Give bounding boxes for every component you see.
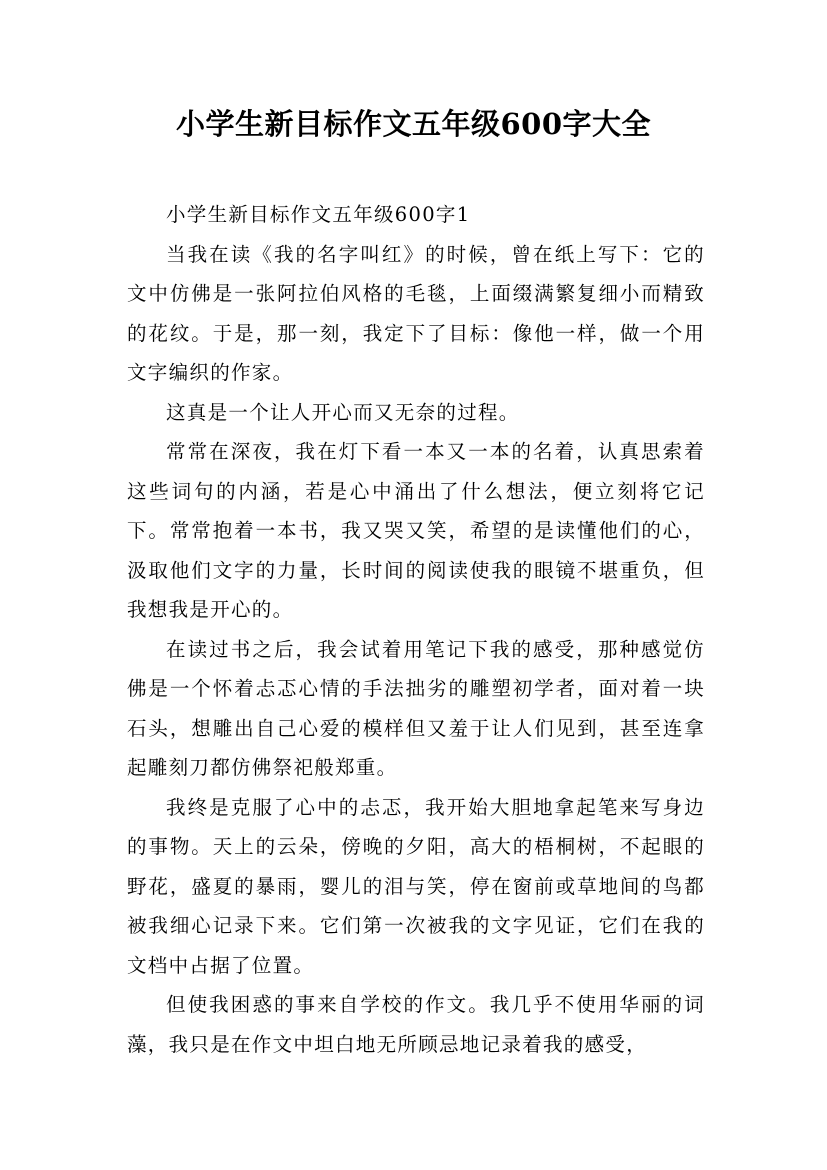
essay-subtitle: 小学生新目标作文五年级600字1 — [166, 203, 471, 226]
paragraph: 但使我困惑的事来自学校的作文。我几乎不使用华丽的词藻，我只是在作文中坦白地无所顾忌地记录着我的感受， — [127, 993, 705, 1056]
paragraph: 常常在深夜，我在灯下看一本又一本的名着，认真思索着这些词句的内涵，若是心中涌出了什么想法，便立刻将它记下。常常抱着一本书，我又哭又笑，希望的是读懂他们的心，汲取他们文字的力量，长时间的阅读使我的眼镜不堪重负，但我想我是开心的。 — [127, 440, 705, 621]
paragraph: 当我在读《我的名字叫红》的时候，曾在纸上写下：它的文中仿佛是一张阿拉伯风格的毛毯，上面缀满繁复细小而精致的花纹。于是，那一刻，我定下了目标：像他一样，做一个用文字编织的作家。 — [127, 242, 705, 384]
document-title: 小学生新目标作文五年级600字大全 — [175, 107, 652, 141]
paragraph: 我终是克服了心中的忐忑，我开始大胆地拿起笔来写身边的事物。天上的云朵，傍晚的夕阳，高大的梧桐树，不起眼的野花，盛夏的暴雨，婴儿的泪与笑，停在窗前或草地间的鸟都被我细心记录下来。它们第一次被我的文字见证，它们在我的文档中占据了位置。 — [127, 795, 705, 977]
document-body — [127, 195, 705, 1064]
paragraph: 这真是一个让人开心而又无奈的过程。 — [166, 400, 520, 424]
paragraph: 在读过书之后，我会试着用笔记下我的感受，那种感觉仿佛是一个怀着忐忑心情的手法拙劣的雕塑初学者，面对着一块石头，想雕出自己心爱的模样但又羞于让人们见到，甚至连拿起雕刻刀都仿佛祭祀般郑重。 — [127, 637, 705, 779]
